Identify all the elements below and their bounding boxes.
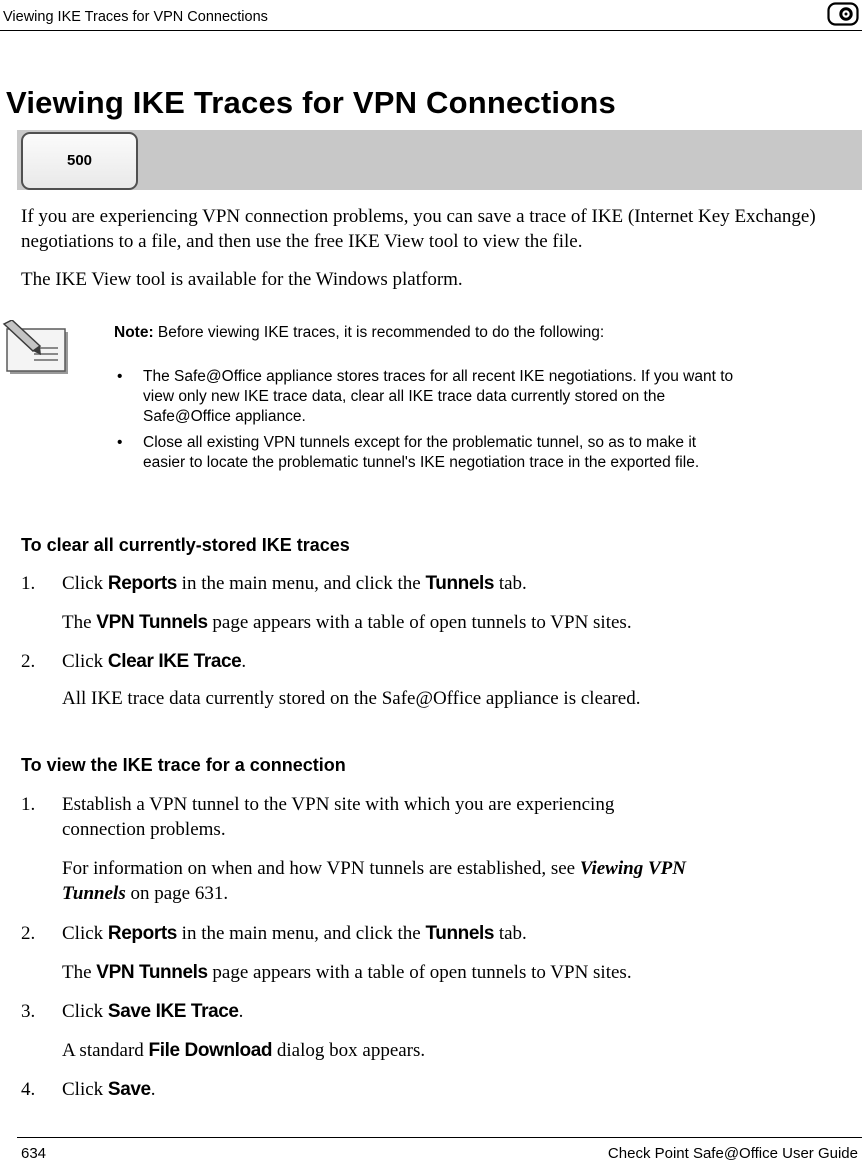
running-header xyxy=(0,0,862,31)
save-ike-trace-ref: Save IKE Trace xyxy=(107,1001,239,1022)
intro-paragraph: If you are experiencing VPN connection problems, you can save a trace of IKE (Internet Key Exchange) negotiations to a file, and then use the free IKE View tool to view the file. xyxy=(21,206,816,252)
tunnels-tab-ref: Tunnels xyxy=(425,573,495,594)
section-heading-clear-traces: To clear all currently-stored IKE traces xyxy=(21,535,350,555)
page-number: 634 xyxy=(21,1145,47,1162)
note-list xyxy=(114,367,734,479)
step-2-result: All IKE trace data currently stored on the Safe@Office appliance is cleared. xyxy=(62,688,641,709)
viewing-vpn-tunnels-link-continued[interactable]: Tunnels xyxy=(62,883,126,904)
model-bar xyxy=(17,130,862,190)
reports-menu-ref: Reports xyxy=(107,573,177,594)
viewing-vpn-tunnels-link[interactable]: Viewing VPN xyxy=(579,858,686,879)
step-3-result: A standard File Download dialog box appears. xyxy=(62,1040,426,1061)
step-2-result: The VPN Tunnels page appears with a table of open tunnels to VPN sites. xyxy=(62,962,632,983)
section-heading-view-trace: To view the IKE trace for a connection xyxy=(21,755,346,775)
note-label: Note: xyxy=(114,324,154,341)
note-heading xyxy=(114,324,604,342)
list-item: • The Safe@Office appliance stores traces for all recent IKE negotiations. If you want to view only new IKE trace data, clear all IKE trace data currently stored on the Safe@Office appliance. xyxy=(117,368,734,425)
step-1-info: For information on when and how VPN tunnels are established, see Viewing VPN xyxy=(62,858,686,879)
guide-title: Check Point Safe@Office User Guide xyxy=(607,1145,858,1162)
running-header-title: Viewing IKE Traces for VPN Connections xyxy=(3,9,268,25)
step-1-continued: connection problems. xyxy=(62,819,226,840)
page-title: Viewing IKE Traces for VPN Connections xyxy=(6,85,616,120)
platform-paragraph: The IKE View tool is available for the Windows platform. xyxy=(21,269,463,290)
bullet: • xyxy=(117,368,123,385)
note-intro: Before viewing IKE traces, it is recommended to do the following: xyxy=(153,324,605,341)
footer-divider xyxy=(17,1137,862,1138)
clear-ike-trace-ref: Clear IKE Trace xyxy=(107,651,242,672)
list-item: • Close all existing VPN tunnels except for the problematic tunnel, so as to make it easier to locate the problematic tunnel's IKE negotiation trace in the exported file. xyxy=(117,434,700,471)
step-1-info-continued: Tunnels on page 631. xyxy=(62,883,229,904)
check-point-logo-icon xyxy=(827,2,859,26)
save-button-ref: Save xyxy=(107,1079,151,1100)
model-badge: 500 xyxy=(21,132,138,190)
note-pencil-icon xyxy=(0,320,72,376)
step-1-result: The VPN Tunnels page appears with a table of open tunnels to VPN sites. xyxy=(62,612,632,633)
bullet: • xyxy=(117,434,123,451)
